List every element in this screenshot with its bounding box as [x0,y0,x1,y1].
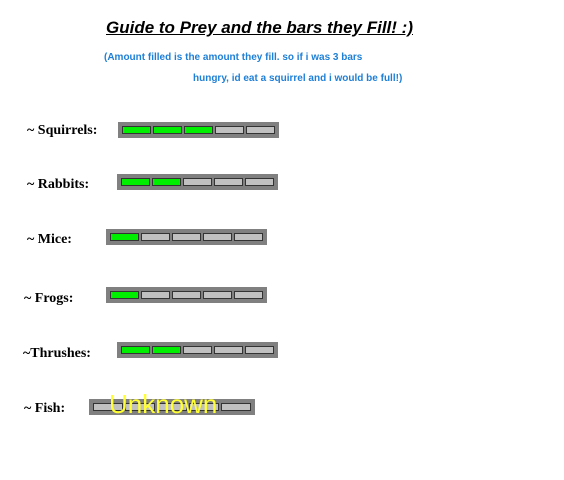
bar-segment-empty [245,178,274,186]
hunger-bar-squirrels [118,122,279,138]
bar-segment-empty [183,178,212,186]
bar-segment-filled [122,126,151,134]
bar-segment-empty [203,233,232,241]
bar-segment-empty [203,291,232,299]
bar-segment-filled [110,291,139,299]
hunger-bar-mice [106,229,267,245]
bar-segment-empty [214,346,243,354]
bar-segment-filled [110,233,139,241]
hunger-bar-thrushes [117,342,278,358]
bar-segment-empty [141,233,170,241]
prey-label-frogs: ~ Frogs: [24,291,74,306]
prey-label-fish: ~ Fish: [24,401,66,416]
bar-segment-empty [246,126,275,134]
bar-segment-filled [121,178,150,186]
bar-segment-empty [234,233,263,241]
bar-segment-filled [153,126,182,134]
bar-segment-empty [172,291,201,299]
bar-segment-empty [183,346,212,354]
bar-segment-empty [245,346,274,354]
prey-label-thrushes: ~Thrushes: [23,346,91,361]
bar-segment-empty [214,178,243,186]
bar-segment-empty [234,291,263,299]
bar-segment-empty [221,403,251,411]
note-line-1: (Amount filled is the amount they fill. so if i was 3 bars [104,52,363,63]
bar-segment-filled [152,178,181,186]
note-line-2: hungry, id eat a squirrel and i would be full!) [193,73,403,84]
bar-segment-empty [141,291,170,299]
prey-label-mice: ~ Mice: [27,232,72,247]
prey-label-rabbits: ~ Rabbits: [27,177,90,192]
bar-segment-filled [184,126,213,134]
hunger-bar-rabbits [117,174,278,190]
hunger-bar-frogs [106,287,267,303]
bar-segment-filled [152,346,181,354]
bar-segment-empty [215,126,244,134]
bar-segment-filled [121,346,150,354]
unknown-overlay-text: Unknown [109,389,218,419]
prey-label-squirrels: ~ Squirrels: [27,123,98,138]
bar-segment-empty [172,233,201,241]
page-title: Guide to Prey and the bars they Fill! :) [106,18,413,37]
